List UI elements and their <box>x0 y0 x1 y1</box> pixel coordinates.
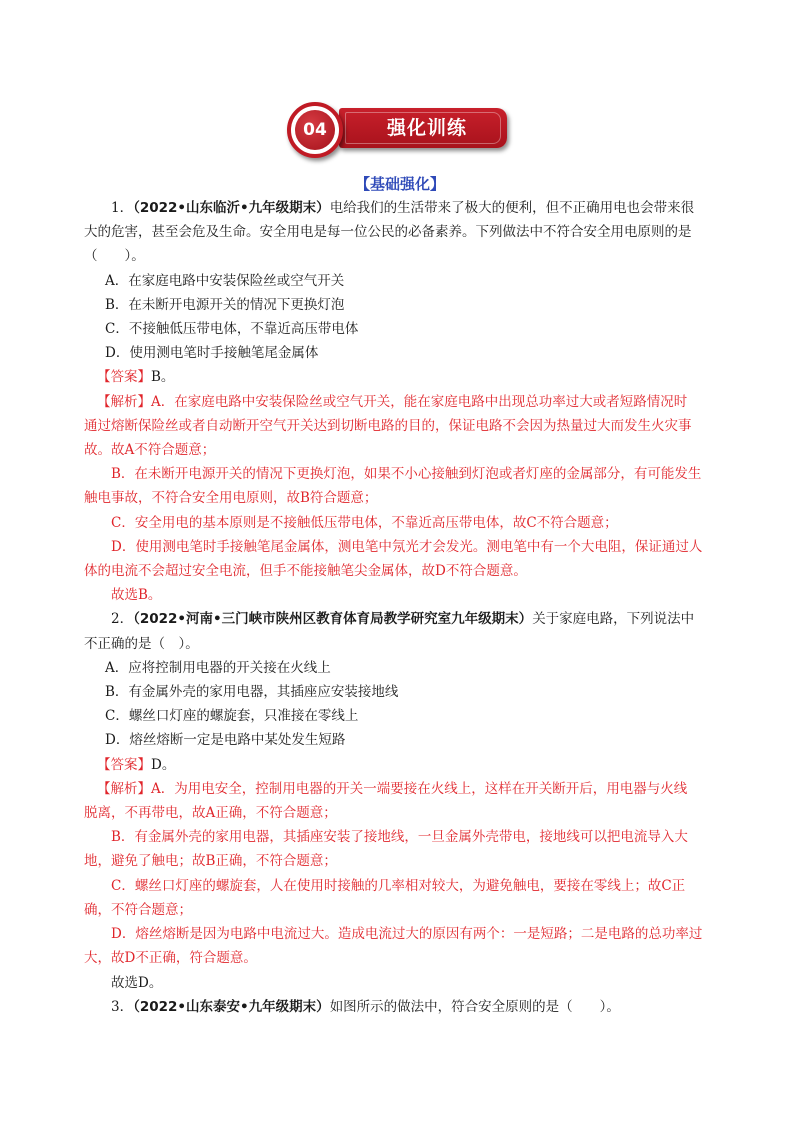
banner-title: 强化训练 <box>386 117 467 139</box>
question-stem-line: （ ）。 <box>84 248 145 265</box>
analysis-line: 故。故A不符合题意； <box>84 442 216 459</box>
analysis-line: 体的电流不会超过安全电流，但手不能接触笔尖金属体，故D不符合题意。 <box>84 563 527 580</box>
answer-tag: 【答案】 <box>97 369 151 386</box>
option-b: B．在未断开电源开关的情况下更换灯泡 <box>105 296 345 313</box>
section-heading: 【基础强化】 <box>354 175 445 193</box>
answer-value: B。 <box>151 369 175 386</box>
option-a: A．在家庭电路中安装保险丝或空气开关 <box>105 272 345 289</box>
analysis-line: 通过熔断保险丝或者自动断开空气开关达到切断电路的目的，保证电路不会因为热量过大而发生火灾事 <box>84 417 692 434</box>
option-c: C．螺丝口灯座的螺旋套，只准接在零线上 <box>105 708 359 725</box>
question-number: 2． <box>111 611 134 628</box>
analysis-line: 【解析】A．在家庭电路中安装保险丝或空气开关，能在家庭电路中出现总功率过大或者短路情况时 <box>97 393 688 410</box>
question-number: 1． <box>111 200 134 216</box>
question-stem-line <box>84 995 716 1019</box>
question-source: （2022•河南•三门峡市陕州区教育体育局教学研究室九年级期末） <box>133 611 533 628</box>
answer-line <box>84 753 716 777</box>
question-3 <box>84 995 716 1019</box>
option-c: C．不接触低压带电体，不靠近高压带电体 <box>105 321 359 338</box>
question-1 <box>84 196 716 607</box>
analysis-conclusion: 故选D。 <box>111 974 163 991</box>
banner-number: 04 <box>303 120 327 140</box>
question-list <box>84 196 716 1019</box>
question-2 <box>84 607 716 994</box>
analysis-line: D．使用测电笔时手接触笔尾金属体，测电笔中氖光才会发光。测电笔中有一个大电阻，保证通过人 <box>111 538 703 555</box>
banner-number-badge <box>287 102 343 158</box>
option-b: B．有金属外壳的家用电器，其插座应安装接地线 <box>105 684 399 701</box>
question-number: 3． <box>111 998 134 1015</box>
analysis-line: B．在未断开电源开关的情况下更换灯泡，如果不小心接触到灯泡或者灯座的金属部分，有可能发生 <box>111 466 702 483</box>
answer-line <box>84 365 716 389</box>
analysis-line: D．熔丝熔断是因为电路中电流过大。造成电流过大的原因有两个：一是短路；二是电路的总功率过 <box>111 926 703 943</box>
option-a: A．应将控制用电器的开关接在火线上 <box>105 659 331 676</box>
analysis-line: 确，不符合题意； <box>84 901 192 918</box>
answer-tag: 【答案】 <box>97 756 151 773</box>
question-stem-line <box>84 607 716 631</box>
question-stem-text: 电给我们的生活带来了极大的便利，但不正确用电也会带来很 <box>329 200 695 216</box>
analysis-line: C．螺丝口灯座的螺旋套，人在使用时接触的几率相对较大，为避免触电，要接在零线上；故C正 <box>111 877 686 894</box>
question-stem-line: 大的危害，甚至会危及生命。安全用电是每一位公民的必备素养。下列做法中不符合安全用电原则的是 <box>84 224 692 241</box>
option-d: D．熔丝熔断一定是电路中某处发生短路 <box>105 732 346 749</box>
question-stem-text: 关于家庭电路，下列说法中 <box>532 611 695 628</box>
analysis-line: B．有金属外壳的家用电器，其插座安装了接地线，一旦金属外壳带电，接地线可以把电流导入大 <box>111 829 688 846</box>
section-banner <box>287 102 511 160</box>
question-source: （2022•山东临沂•九年级期末） <box>133 200 330 216</box>
answer-value: D。 <box>151 756 176 773</box>
question-source: （2022•山东泰安•九年级期末） <box>133 998 330 1015</box>
analysis-line: C．安全用电的基本原则是不接触低压带电体，不靠近高压带电体，故C不符合题意； <box>111 514 618 531</box>
analysis-conclusion: 故选B。 <box>111 587 162 604</box>
question-stem-text: 如图所示的做法中，符合安全原则的是（ ）。 <box>329 998 620 1015</box>
analysis-line: 地，避免了触电；故B正确，不符合题意； <box>84 853 337 870</box>
question-stem-line: 不正确的是（ ）。 <box>84 635 199 652</box>
analysis-line: 【解析】A．为用电安全，控制用电器的开关一端要接在火线上，这样在开关断开后，用电器与火线 <box>97 780 688 797</box>
analysis-line: 脱离，不再带电，故A正确，不符合题意； <box>84 805 337 822</box>
analysis-line: 触电事故，不符合安全用电原则，故B符合题意； <box>84 490 378 507</box>
analysis-line: 大，故D不正确，符合题意。 <box>84 950 257 967</box>
question-stem-line <box>84 196 716 220</box>
option-d: D．使用测电笔时手接触笔尾金属体 <box>105 345 319 362</box>
